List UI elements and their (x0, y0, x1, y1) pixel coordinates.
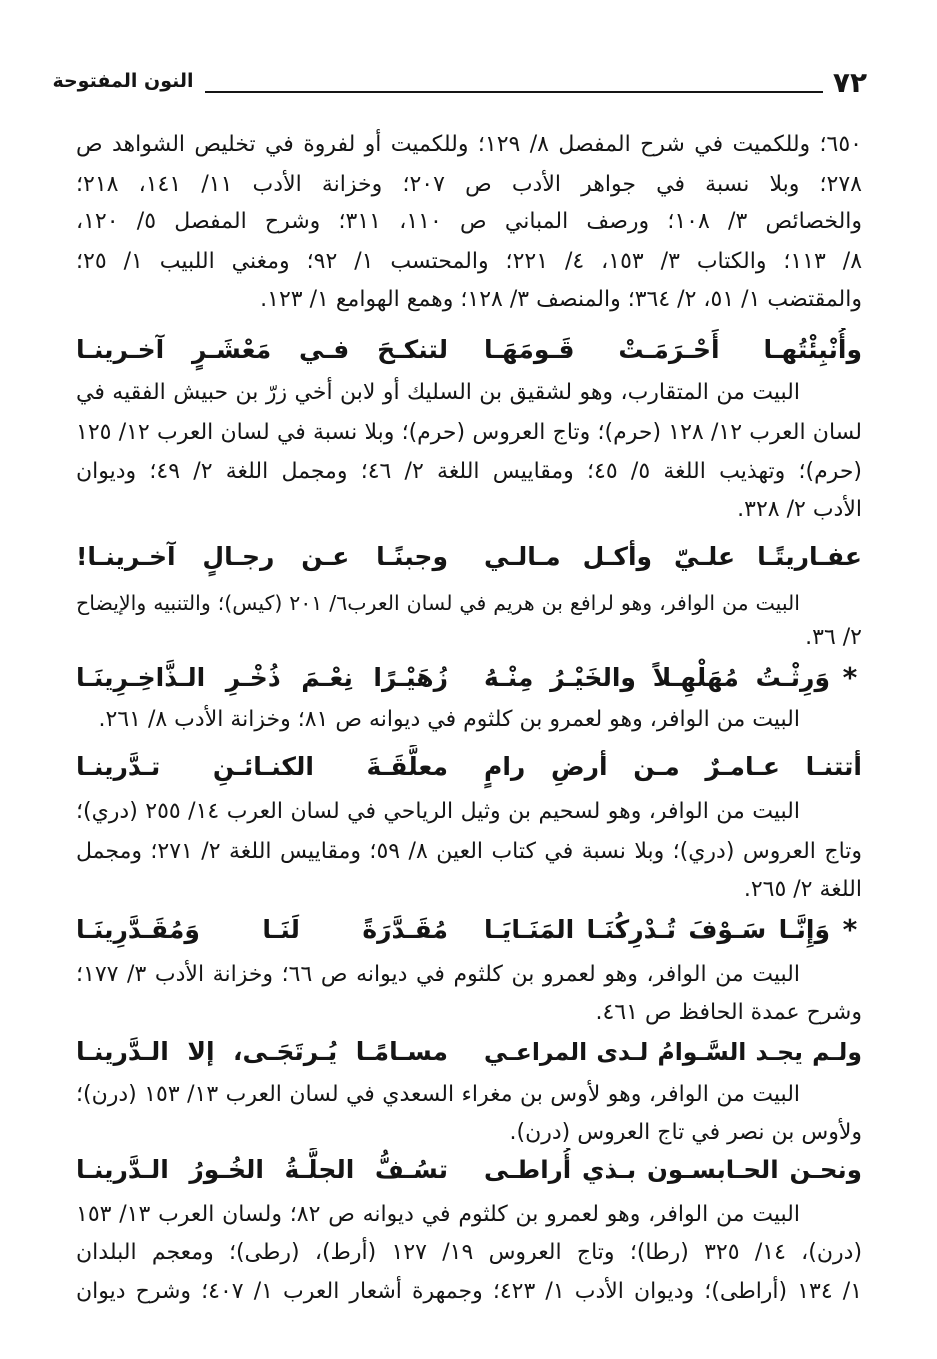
verse-marker: * (842, 913, 858, 946)
text-line: البيت من الوافر، وهو لعمرو بن كلثوم في ديوانه ص ٦٦؛ وخزانة الأدب ٣/ ١٧٧؛ (76, 962, 800, 987)
verse-second-hemistich: لتنكـحَ فـي مَعْشَـرٍ آخـرينـا (76, 335, 448, 364)
text-line: اللغة ٢/ ٢٦٥. (743, 877, 862, 902)
verse-first-hemistich: ونحـن الحـابسـون بـذي أُراطـى (484, 1155, 862, 1184)
text-line: البيت من الوافر، وهو لأوس بن مغراء السعدي في لسان العرب ١٣/ ١٥٣ (درن)؛ (76, 1082, 800, 1107)
text-line: ٨/ ١١٣؛ والكتاب ٣/ ١٥٣، ٤/ ٢٢١؛ والمحتسب ١/ ٩٢؛ ومغني اللبيب ١/ ٢٥؛ (76, 249, 862, 274)
text-line: (حرم)؛ وتهذيب اللغة ٥/ ٤٥؛ ومقاييس اللغة ٢/ ٤٦؛ ومجمل اللغة ٢/ ٤٩؛ وديوان (76, 459, 862, 484)
header-rule (205, 91, 823, 93)
verse-first-hemistich: عفـاريتًـا علـيّ وأكـل مـالـي (484, 542, 862, 571)
verse-second-hemistich: مسـامًـا يُـرتَجَـى، إلا الـدَّرينـا (76, 1037, 448, 1066)
verse-second-hemistich: وجبنًـا عـن رجـالٍ آخـرينـا! (76, 542, 448, 571)
text-line: والمقتضب ١/ ٥١، ٢/ ٣٦٤؛ والمنصف ٣/ ١٢٨؛ وهمع الهوامع ١/ ١٢٣. (260, 287, 862, 312)
text-line: ٢٧٨؛ وبلا نسبة في جواهر الأدب ص ٢٠٧؛ وخزانة الأدب ١١/ ١٤١، ٢١٨؛ (76, 172, 862, 197)
text-line: البيت من الوافر، وهو لعمرو بن كلثوم في ديوانه ص ٨١؛ وخزانة الأدب ٨/ ٢٦١. (98, 707, 800, 732)
verse-first-hemistich: وَرِثْـتُ مُهَلْهِـلاً والخَيْـرُ مِنْـهُ (484, 663, 830, 692)
text-line: لسان العرب ١٢/ ١٢٨ (حرم)؛ وتاج العروس (حرم)؛ وبلا نسبة في لسان العرب ١٢/ ١٢٥ (76, 420, 862, 445)
verse-marker: * (842, 661, 858, 694)
text-line: ٦٥٠؛ وللكميت في شرح المفصل ٨/ ١٢٩؛ وللكميت أو لفروة في تخليص الشواهد ص (76, 132, 862, 157)
text-line: وشرح عمدة الحافظ ص ٤٦١. (595, 1000, 862, 1025)
text-line: البيت من المتقارب، وهو لشقيق بن السليك أو لابن أخي زرّ بن حبيش الفقيه في (76, 380, 800, 405)
verse-first-hemistich: ولـم يجـد السَّـوامُ لـدى المراعـي (484, 1038, 862, 1066)
verse-second-hemistich: زُهَيْـرًا نِعْـمَ ذُخْـرِ الـذَّاخِـرِينَـا (76, 663, 448, 692)
verse-first-hemistich: وَإِنَّـا سَـوْفَ تُـدْرِكُنَـا المَنَـايَـا (484, 915, 830, 944)
verse-second-hemistich: معلَّقَـةَ الكنـائـنِ تـدَّرينـا (76, 752, 448, 781)
text-line: البيت من الوافر، وهو لرافع بن هريم في لسان العرب٦/ ٢٠١ (كيس)؛ والتنبيه والإيضاح (76, 591, 800, 615)
text-line: والخصائص ٣/ ١٠٨؛ ورصف المباني ص ١١٠، ٣١١؛ وشرح المفصل ٥/ ١٢٠، (76, 209, 862, 234)
text-line: وتاج العروس (دري)؛ وبلا نسبة في كتاب العين ٨/ ٥٩؛ ومقاييس اللغة ٢/ ٢٧١؛ ومجمل (76, 839, 862, 864)
verse-first-hemistich: وأُنْبِئْتُهـا أَحْـرَمَـتْ قَـومَهَـا (484, 335, 862, 364)
text-line: ١/ ١٣٤ (أراطى)؛ وديوان الأدب ١/ ٤٢٣؛ وجمهرة أشعار العرب ١/ ٤٠٧؛ وشرح ديوان (76, 1279, 862, 1304)
text-line: البيت من الوافر، وهو لسحيم بن وثيل الرياحي في لسان العرب ١٤/ ٢٥٥ (دري)؛ (76, 799, 800, 824)
verse-second-hemistich: مُقَـدَّرَةً لَنَـا وَمُقَـدَّرِينَـا (76, 915, 448, 944)
page-number: ٧٢ (832, 66, 868, 99)
text-line: ولأوس بن نصر في تاج العروس (درن). (509, 1120, 862, 1145)
verse-first-hemistich: أتتنـا عـامـرٌ مـن أرضِ رامٍ (484, 752, 862, 781)
running-title: النون المفتوحة (52, 70, 194, 92)
verse-second-hemistich: تسُـفُّ الجلَّـةُ الخُـورُ الـدَّرينـا (76, 1155, 448, 1184)
text-line: ٢/ ٣٦. (805, 625, 862, 650)
text-line: البيت من الوافر، وهو لعمرو بن كلثوم في ديوانه ص ٨٢؛ ولسان العرب ١٣/ ١٥٣ (76, 1202, 800, 1227)
text-line: (درن)، ١٤/ ٣٢٥ (رطا)؛ وتاج العروس ١٩/ ١٢٧ (أرط)، (رطى)؛ ومعجم البلدان (76, 1240, 862, 1265)
text-line: الأدب ٢/ ٣٢٨. (737, 497, 862, 522)
